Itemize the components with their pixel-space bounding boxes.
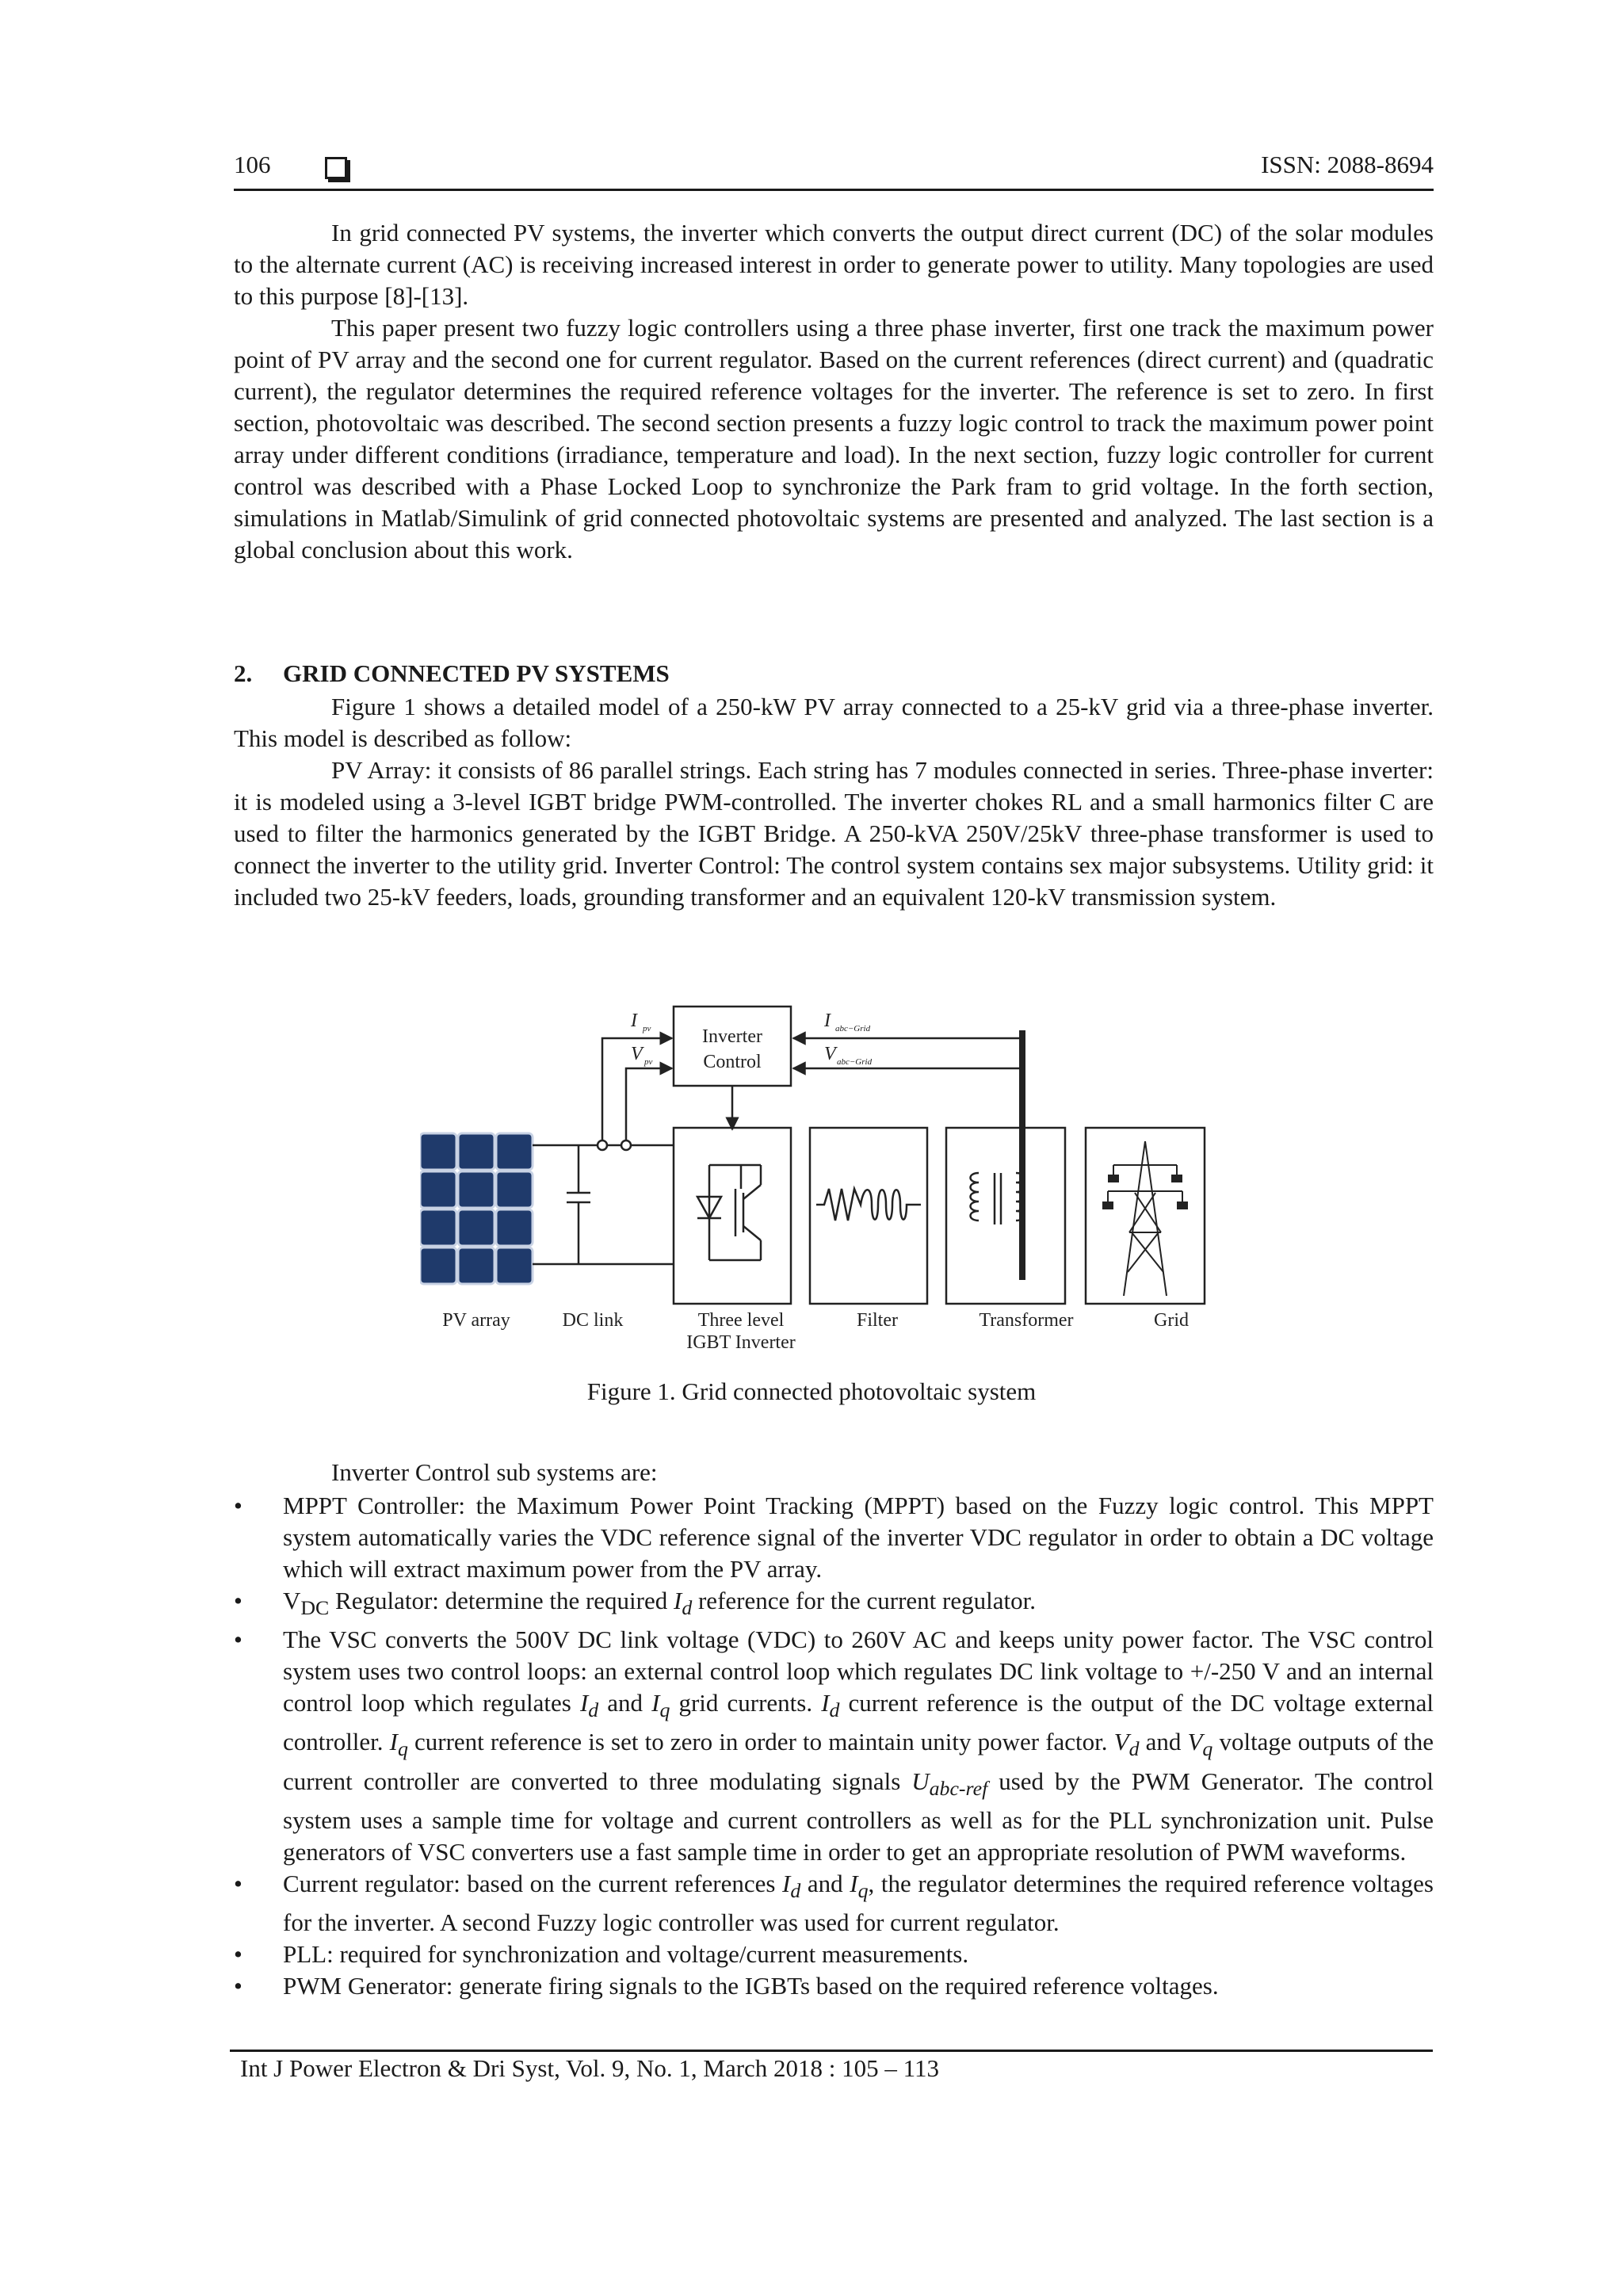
vgrid-label: V: [824, 1044, 836, 1064]
label-grid: Grid: [1154, 1310, 1189, 1331]
inverter-block: [674, 1128, 791, 1304]
grid-block: [1086, 1128, 1205, 1304]
paragraph: This paper present two fuzzy logic controllers using a three phase inverter, first one track the maximum power point of PV array and the second one for current regulator. Based on the current references (direct current) and (quadratic current), the regulator determines the required reference voltages for the inverter. The reference is set to zero. In first section, photovoltaic was described. The second section presents a fuzzy logic control to track the maximum power point array under different conditions (irradiance, temperature and load). In the next section, fuzzy logic controller for current control was described with a Phase Locked Loop to synchronize the Park fram to grid voltage. In the forth section, simulations in Matlab/Simulink of grid connected photovoltaic systems are presented and analyzed. The last section is a global conclusion about this work.: [234, 314, 1434, 563]
page-header: [234, 151, 1434, 192]
label-filter: Filter: [857, 1310, 898, 1331]
ipv-label: I: [631, 1010, 637, 1031]
section-number: 2.: [234, 659, 253, 687]
intro-text: [234, 217, 1434, 566]
header-rule: [234, 189, 1434, 191]
bullet-icon: •: [234, 1971, 242, 2000]
igrid-sub: abc−Grid: [835, 1024, 871, 1033]
transmission-tower-icon: [1103, 1141, 1187, 1296]
bullet-icon: •: [234, 1939, 242, 1968]
resistor-inductor-symbol: [816, 1189, 921, 1221]
square-bullet-icon: [325, 157, 347, 179]
list-intro: Inverter Control sub systems are:: [331, 1458, 658, 1486]
vpv-signal-line: [626, 1068, 672, 1145]
section-text: [234, 691, 1434, 913]
dc-link-wiring: [533, 1140, 674, 1264]
section-heading: [234, 659, 670, 688]
footer-rule: [230, 2050, 1433, 2052]
figure-caption: Figure 1. Grid connected photovoltaic system: [586, 1377, 1037, 1405]
transformer-symbol: [971, 1173, 1025, 1224]
vgrid-sub: abc−Grid: [837, 1057, 873, 1067]
list-item: • Current regulator: based on the current references $I_d$ and $I_q$, the regulator determines the required reference voltages for the inverter. A second Fuzzy logic controller was used for current regulator.: [234, 1869, 1434, 1936]
subsystem-list: [234, 1490, 1434, 2002]
list-item: • PLL: required for synchronization and voltage/current measurements.: [234, 1939, 1434, 1970]
label-inverter-1: Three level: [697, 1310, 785, 1331]
control-label-2: Control: [703, 1052, 762, 1072]
label-inverter-2: IGBT Inverter: [686, 1332, 796, 1353]
list-item: • The VSC converts the 500V DC link voltage (VDC) to 260V AC and keeps unity power factor. The VSC control system uses two control loops: an external control loop which regulates DC link voltage to +/-250 V and an internal control loop which regulates $I_d$ and $I_q$ grid currents. $I_d$ current reference is the output of the DC voltage external controller. $I_q$ current reference is set to zero in order to maintain unity power factor. $V_d$ and $V_q$ voltage outputs of the current controller are converted to three modulating signals $U_{abc-ref}$ used by the PWM Generator. The control system uses a sample time for voltage and current controllers as well as for the PLL synchronization unit. Pulse generators of VSC converters use a fast sample time in order to get an appropriate resolution of PWM waveforms.: [234, 1626, 1434, 1866]
paragraph: Figure 1 shows a detailed model of a 250-kW PV array connected to a 25-kV grid via a three-phase inverter. This model is described as follow:: [234, 693, 1434, 752]
igbt-symbol: [697, 1165, 761, 1260]
list-item: • PWM Generator: generate firing signals to the IGBTs based on the required reference voltages.: [234, 1970, 1434, 2002]
pv-array-panels: [420, 1133, 533, 1284]
control-label-1: Inverter: [702, 1026, 762, 1047]
paragraph: PV Array: it consists of 86 parallel strings. Each string has 7 modules connected in series. Three-phase inverter: it is modeled using a 3-level IGBT bridge PWM-controlled. The inverter chokes RL and a small harmonics filter C are used to filter the harmonics generated by the IGBT Bridge. A 250-kVA 250V/25kV three-phase transformer is used to connect the inverter to the utility grid. Inverter Control: The control system contains sex major subsystems. Utility grid: it included two 25-kV feeders, loads, grounding transformer and an equivalent 120-kV transmission system.: [234, 756, 1434, 911]
page-footer: Int J Power Electron & Dri Syst, Vol. 9, No. 1, March 2018 : 105 – 113: [240, 2054, 940, 2082]
list-item: • $V_{DC}$ Regulator: determine the required $I_d$ reference for the current regulator.: [234, 1587, 1036, 1620]
vpv-label: V: [631, 1044, 643, 1064]
label-pv-array: PV array: [442, 1310, 510, 1331]
issn: ISSN: 2088-8694: [1261, 151, 1434, 178]
bullet-icon: •: [234, 1492, 242, 1519]
paragraph: In grid connected PV systems, the inverter which converts the output direct current (DC) of the solar modules to the alternate current (AC) is receiving increased interest in order to generate power to utility. Many topologies are used to this purpose [8]-[13].: [234, 219, 1434, 310]
page-number: 106: [234, 151, 271, 178]
section-title: GRID CONNECTED PV SYSTEMS: [283, 659, 670, 687]
igrid-label: I: [824, 1010, 831, 1031]
list-item: • MPPT Controller: the Maximum Power Point Tracking (MPPT) based on the Fuzzy logic control. This MPPT system automatically varies the VDC reference signal of the inverter VDC regulator in order to obtain a DC voltage which will extract maximum power from the PV array.: [234, 1492, 1434, 1583]
ipv-sub: pv: [643, 1024, 651, 1033]
bullet-icon: •: [234, 1869, 242, 1897]
bullet-icon: •: [234, 1626, 242, 1654]
filter-block: [810, 1128, 927, 1304]
figure-1-diagram: [420, 995, 1236, 1359]
label-transformer: Transformer: [979, 1310, 1074, 1331]
vpv-sub: pv: [644, 1057, 653, 1067]
transformer-block: [946, 1128, 1065, 1304]
label-dc-link: DC link: [562, 1310, 624, 1331]
bullet-icon: •: [234, 1587, 242, 1614]
